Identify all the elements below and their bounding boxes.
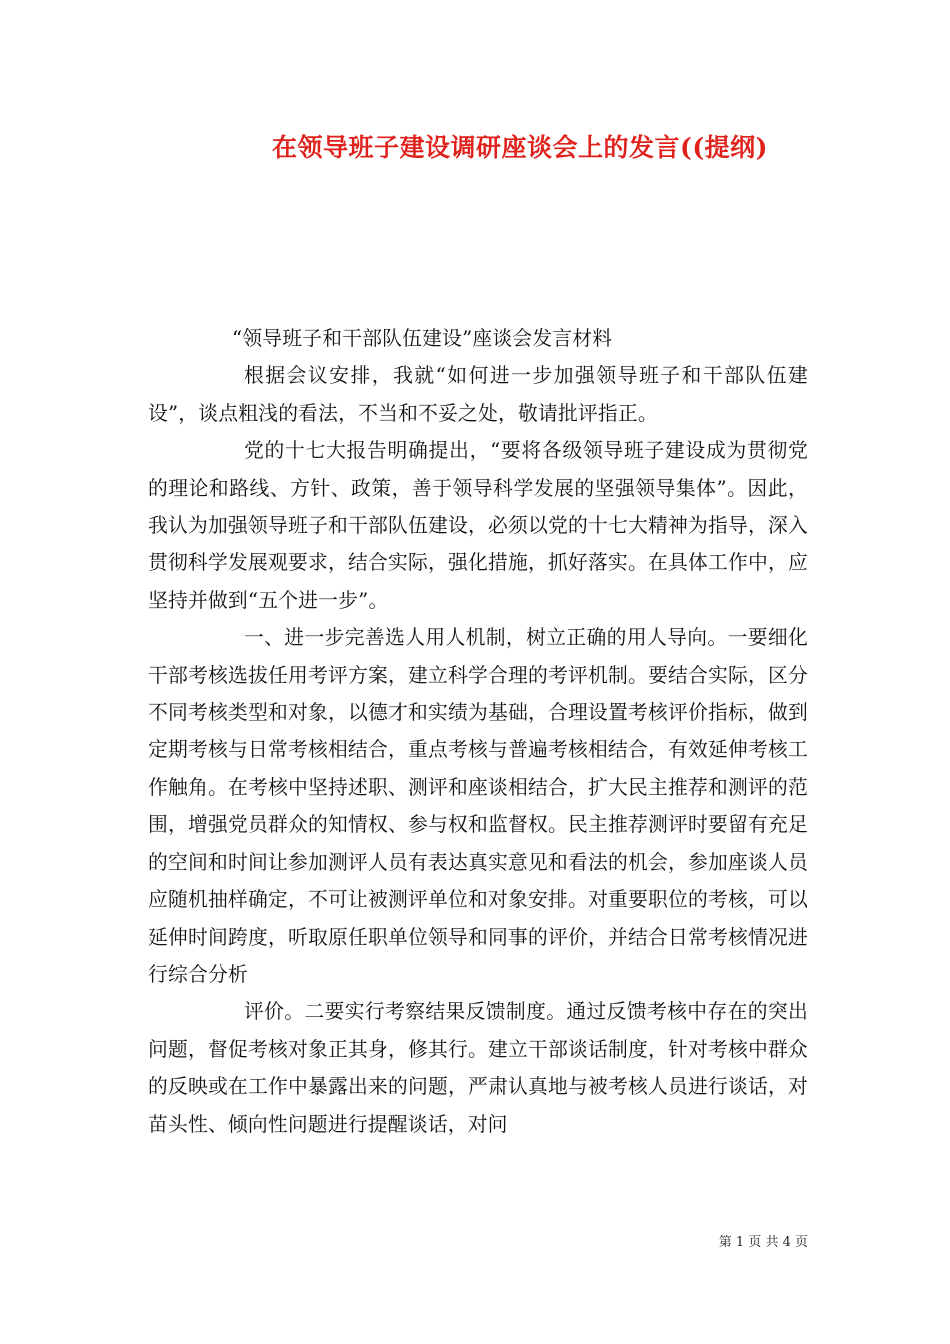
document-body xyxy=(148,320,808,1143)
paragraph: 根据会议安排，我就“如何进一步加强领导班子和干部队伍建设”，谈点粗浅的看法，不当和不妥之处，敬请批评指正。 xyxy=(148,364,808,425)
document-subtitle: “领导班子和干部队伍建设”座谈会发言材料 xyxy=(232,327,613,350)
page-footer: 第 1 页 共 4 页 xyxy=(718,1235,808,1250)
paragraph: 党的十七大报告明确提出，“要将各级领导班子建设成为贯彻党的理论和路线、方针、政策，善于领导科学发展的坚强领导集体”。因此，我认为加强领导班子和干部队伍建设，必须以党的十七大精神为指导，深入贯彻科学发展观要求，结合实际，强化措施，抓好落实。在具体工作中，应坚持并做到“五个进一步”。 xyxy=(148,439,808,612)
paragraph: 评价。二要实行考察结果反馈制度。通过反馈考核中存在的突出问题，督促考核对象正其身，修其行。建立干部谈话制度，针对考核中群众的反映或在工作中暴露出来的问题，严肃认真地与被考核人员进行谈话，对苗头性、倾向性问题进行提醒谈话，对问 xyxy=(148,1000,808,1136)
document-title: 在领导班子建设调研座谈会上的发言((提纲) xyxy=(272,133,768,162)
paragraph: 一、进一步完善选人用人机制，树立正确的用人导向。一要细化干部考核选拔任用考评方案，建立科学合理的考评机制。要结合实际，区分不同考核类型和对象，以德才和实绩为基础，合理设置考核评价指标，做到定期考核与日常考核相结合，重点考核与普遍考核相结合，有效延伸考核工作触角。在考核中坚持述职、测评和座谈相结合，扩大民主推荐和测评的范围，增强党员群众的知情权、参与权和监督权。民主推荐测评时要留有充足的空间和时间让参加测评人员有表达真实意见和看法的机会，参加座谈人员应随机抽样确定，不可让被测评单位和对象安排。对重要职位的考核，可以延伸时间跨度，听取原任职单位领导和同事的评价，并结合日常考核情况进行综合分析 xyxy=(148,626,808,986)
